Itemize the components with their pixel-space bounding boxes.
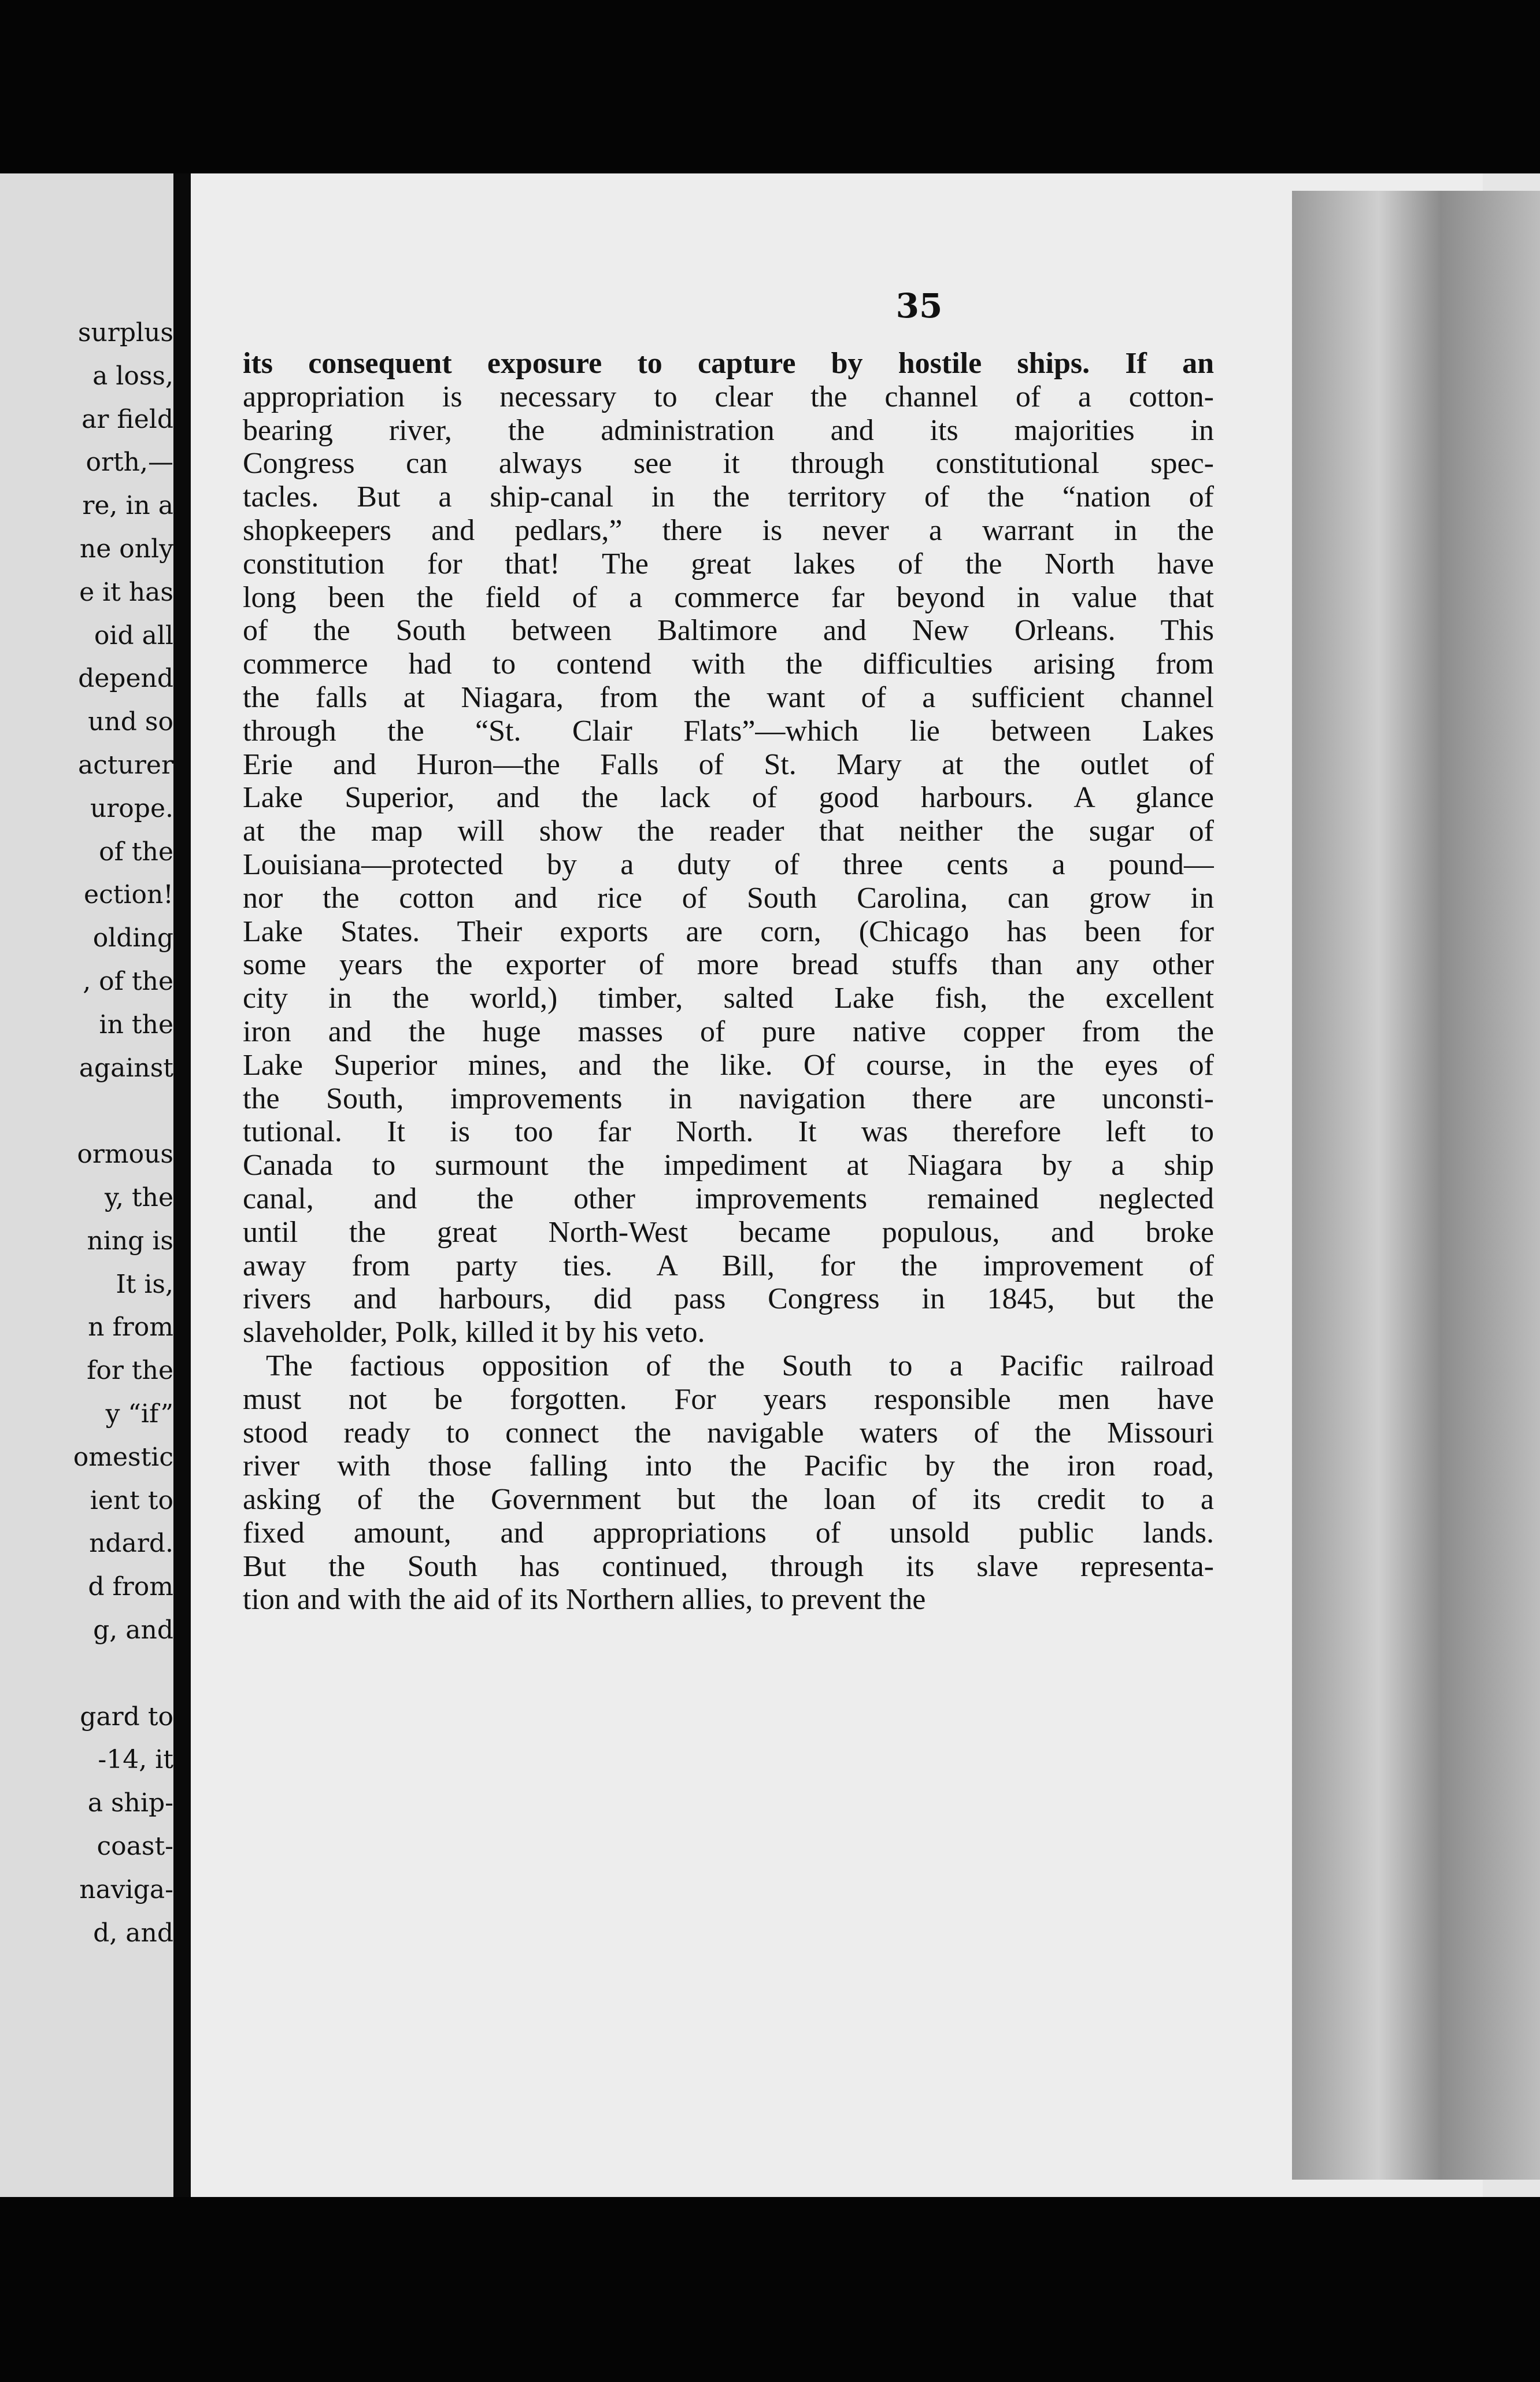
text-line: the South, improvements in navigation there are unconsti- [243, 1082, 1214, 1115]
text-line: Canada to surmount the impediment at Niagara by a ship [243, 1149, 1214, 1182]
left-page-line: olding [92, 923, 173, 953]
left-page-line: for the [87, 1356, 173, 1386]
left-page-line: ormous [77, 1140, 173, 1170]
left-page-line: re, in a [82, 491, 173, 521]
text-line: tutional. It is too far North. It was therefore left to [243, 1115, 1214, 1149]
text-line: stood ready to connect the navigable waters of the Missouri [243, 1416, 1214, 1449]
left-page-line: ndard. [89, 1529, 173, 1559]
left-page-line: d, and [93, 1918, 173, 1948]
left-page-line: gard to [80, 1702, 173, 1732]
text-line: rivers and harbours, did pass Congress in 1845, but the [243, 1282, 1214, 1316]
left-page-line: naviga- [79, 1874, 173, 1904]
left-page-line: of the [99, 837, 173, 867]
text-line: iron and the huge masses of pure native copper from the [243, 1015, 1214, 1048]
text-line: tion and with the aid of its Northern allies, to prevent the [243, 1583, 926, 1617]
text-line: canal, and the other improvements remained neglected [243, 1182, 1214, 1215]
left-page-line: It is, [116, 1269, 173, 1299]
text-line: commerce had to contend with the difficulties arising from [243, 648, 1214, 681]
left-page-line: in the [99, 1009, 173, 1040]
text-line: Lake Superior, and the lack of good harbours. A glance [243, 781, 1214, 815]
text-line: tacles. But a ship-canal in the territory of the “nation of [243, 480, 1214, 514]
text-line: Louisiana—protected by a duty of three cents a pound— [243, 848, 1214, 881]
text-line: But the South has continued, through its slave representa- [243, 1549, 1214, 1583]
text-line: Congress can always see it through constitutional spec- [243, 447, 1214, 480]
text-line: city in the world,) timber, salted Lake fish, the excellent [243, 982, 1214, 1015]
page-number: 35 [895, 286, 943, 326]
left-page-line: y, the [104, 1183, 173, 1212]
text-line: Erie and Huron—the Falls of St. Mary at the outlet of [243, 748, 1214, 781]
left-page-line: acturer [78, 750, 173, 780]
left-page-line: omestic [73, 1442, 173, 1472]
left-page-line: , of the [83, 967, 173, 996]
text-line: constitution for that! The great lakes of the North have [243, 547, 1214, 580]
left-page-line: orth,— [86, 447, 173, 478]
left-page-line: ient to [90, 1485, 173, 1515]
text-line: asking of the Government but the loan of its credit to a [243, 1483, 1214, 1517]
left-page-line: ning is [87, 1226, 173, 1256]
left-page-line: g, and [93, 1615, 173, 1645]
bottom-black-band [0, 2197, 1540, 2382]
page-fore-edge [1292, 191, 1540, 2180]
left-page-line: surplus [77, 318, 173, 347]
left-page-line: und so [88, 707, 173, 737]
text-line: Lake Superior mines, and the like. Of course, in the eyes of [243, 1048, 1214, 1082]
text-line: long been the field of a commerce far beyond in value that [243, 580, 1214, 614]
text-line: until the great North-West became populous, and broke [243, 1215, 1214, 1249]
text-line: Lake States. Their exports are corn, (Chicago has been for [243, 915, 1214, 948]
book-spine [173, 173, 191, 2203]
left-page-line: urope. [90, 793, 173, 823]
text-line: through the “St. Clair Flats”—which lie between Lakes [243, 714, 1214, 748]
text-line: the falls at Niagara, from the want of a sufficient channel [243, 680, 1214, 714]
left-page-line: coast- [97, 1832, 173, 1861]
left-page-line: against [79, 1053, 173, 1083]
text-line: away from party ties. A Bill, for the improvement of [243, 1249, 1214, 1282]
body-text [243, 347, 1214, 1617]
left-page-line: ection! [84, 880, 173, 910]
text-line: shopkeepers and pedlars,” there is never a warrant in the [243, 513, 1214, 547]
text-line: its consequent exposure to capture by hostile ships. If an [243, 347, 1214, 380]
text-line: of the South between Baltimore and New Orleans. This [243, 614, 1214, 648]
left-page-line: d from [88, 1572, 173, 1602]
left-page-fragment [0, 173, 173, 2203]
top-black-band [0, 0, 1540, 199]
left-page-line: e it has [79, 577, 173, 607]
left-page-line: a loss, [92, 361, 173, 391]
page-content [191, 173, 1483, 2203]
left-page-line: depend [78, 664, 173, 694]
left-page-line: ar field [82, 404, 173, 434]
text-line: at the map will show the reader that neither the sugar of [243, 815, 1214, 848]
text-line: The factious opposition of the South to a Pacific railroad [266, 1349, 1214, 1382]
text-line: some years the exporter of more bread stuffs than any other [243, 948, 1214, 982]
left-page-line: ne only [79, 534, 173, 564]
text-line: river with those falling into the Pacific by the iron road, [243, 1449, 1214, 1483]
text-line: appropriation is necessary to clear the channel of a cotton- [243, 380, 1214, 413]
text-line: fixed amount, and appropriations of unsold public lands. [243, 1516, 1214, 1549]
left-page-line: -14, it [98, 1745, 173, 1775]
text-line: must not be forgotten. For years responsible men have [243, 1382, 1214, 1416]
text-line: nor the cotton and rice of South Carolina, can grow in [243, 881, 1214, 915]
left-page-line: oid all [94, 620, 173, 650]
text-line: bearing river, the administration and its majorities in [243, 413, 1214, 447]
left-page-line: n from [88, 1312, 173, 1342]
left-page-line: a ship- [87, 1788, 173, 1818]
text-line: slaveholder, Polk, killed it by his veto. [243, 1316, 705, 1349]
left-page-line: y “if” [105, 1399, 173, 1429]
